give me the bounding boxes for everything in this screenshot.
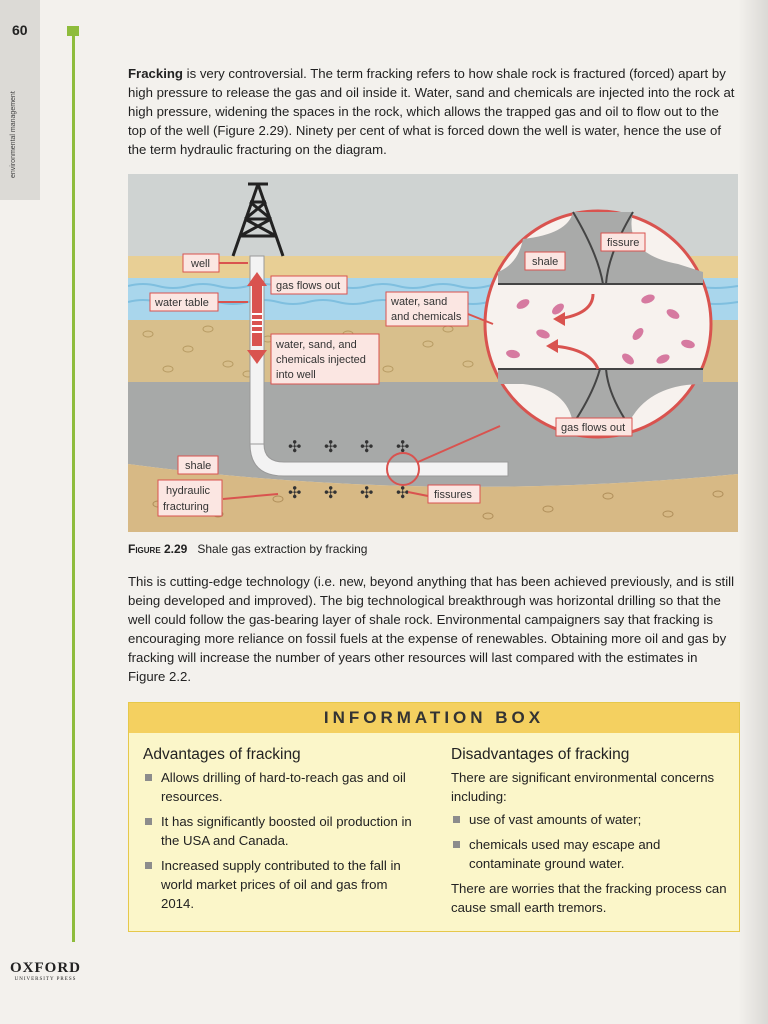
- page-gutter-shadow: [738, 0, 768, 1024]
- label-injected-line2: chemicals injected: [276, 354, 366, 366]
- figure-caption: [128, 542, 367, 556]
- magnified-inset: [485, 211, 711, 437]
- label-well: [183, 254, 219, 272]
- advantage-item: Allows drilling of hard-to-reach gas and oil resources.: [143, 768, 423, 806]
- label-water-sand-line1: water, sand: [391, 296, 448, 308]
- disadvantages-intro: There are significant environmental concerns including:: [451, 770, 715, 804]
- label-shale-inset: [525, 252, 565, 270]
- advantage-item: Increased supply contributed to the fall in world market prices of oil and gas from 2014.: [143, 856, 423, 913]
- svg-text:✣: ✣: [360, 485, 374, 502]
- running-head: environmental management: [10, 91, 17, 178]
- svg-text:✣: ✣: [324, 439, 338, 456]
- label-injected: [271, 334, 379, 384]
- label-well-text: well: [191, 258, 210, 270]
- page-number: 60: [12, 22, 28, 38]
- publisher-logo: [10, 960, 81, 982]
- label-water-table: [150, 293, 218, 311]
- svg-text:✣: ✣: [360, 439, 374, 456]
- svg-text:✣: ✣: [288, 439, 302, 456]
- label-gas-flows-out-text: gas flows out: [276, 280, 341, 292]
- disadvantages-column: [451, 745, 731, 921]
- label-water-sand-chemicals: [386, 292, 468, 326]
- label-shale-inset-text: shale: [532, 256, 559, 268]
- publisher-sub: UNIVERSITY PRESS: [14, 977, 77, 982]
- paragraph-intro: [128, 64, 736, 159]
- figure-caption-text: Shale gas extraction by fracking: [197, 542, 368, 556]
- svg-text:✣: ✣: [396, 485, 410, 502]
- disadvantage-item: use of vast amounts of water;: [451, 810, 731, 829]
- figure-number: Figure 2.29: [128, 542, 188, 556]
- lead-term: Fracking: [128, 66, 183, 81]
- label-gas-flows-out-inset-text: gas flows out: [561, 422, 626, 434]
- label-injected-line3: into well: [276, 369, 316, 381]
- information-box: [128, 702, 740, 932]
- label-gas-flows-out-inset: [556, 418, 632, 436]
- label-hydraulic-line2: fracturing: [163, 501, 209, 513]
- svg-text:✣: ✣: [396, 439, 410, 456]
- publisher-name: OXFORD: [10, 960, 81, 976]
- label-shale: [178, 456, 218, 474]
- label-shale-text: shale: [185, 460, 212, 472]
- label-fissure-text: fissure: [607, 237, 640, 249]
- svg-text:✣: ✣: [324, 485, 338, 502]
- disadvantage-item: chemicals used may escape and contaminate ground water.: [451, 835, 731, 873]
- paragraph-technology: This is cutting-edge technology (i.e. new, beyond anything that has been achieved previously, and is still being developed and improved). The big technological breakthrough was horizontal drilling so that the well could follow the gas-bearing layer of shale rock. Environmental campaigners say that fracking is encouraging more reliance on fossil fuels at the expense of renewables. Obtaining more oil and gas by fracking will increase the number of years other resources will last compared with the estimates in Figure 2.2.: [128, 574, 735, 684]
- fracking-diagram-svg: [128, 174, 738, 532]
- label-water-sand-line2: and chemicals: [391, 311, 462, 323]
- label-hydraulic-line1: hydraulic: [166, 485, 211, 497]
- margin-rule: [72, 30, 75, 942]
- svg-text:✣: ✣: [288, 485, 302, 502]
- label-gas-flows-out: [271, 276, 347, 294]
- label-fissures: [428, 485, 480, 503]
- fracking-diagram: [128, 174, 738, 532]
- label-fissures-text: fissures: [434, 489, 472, 501]
- advantages-title: Advantages of fracking: [143, 746, 301, 763]
- advantages-column: [143, 745, 423, 919]
- paragraph-intro-text: is very controversial. The term fracking refers to how shale rock is fractured (forced) apart by high pressure to release the gas and oil inside it. Water, sand and chemicals are injected into the rock at high pressure, widening the spaces in the rock, which allows the trapped gas and oil to flow out to the top of the well (Figure 2.29). Ninety per cent of what is forced down the well is water, hence the use of the term hydraulic fracturing on the diagram.: [128, 66, 735, 157]
- disadvantages-closing: There are worries that the fracking process can cause small earth tremors.: [451, 881, 727, 915]
- label-water-table-text: water table: [155, 297, 209, 309]
- disadvantages-title: Disadvantages of fracking: [451, 746, 630, 763]
- information-box-heading: INFORMATION BOX: [129, 703, 739, 733]
- advantages-list: [143, 768, 423, 913]
- advantage-item: It has significantly boosted oil production in the USA and Canada.: [143, 812, 423, 850]
- label-hydraulic-fracturing: [158, 480, 222, 516]
- disadvantages-list: [451, 810, 731, 873]
- label-fissure: [601, 233, 645, 251]
- flow-arrow-shaft: [252, 286, 262, 346]
- label-injected-line1: water, sand, and: [276, 339, 357, 351]
